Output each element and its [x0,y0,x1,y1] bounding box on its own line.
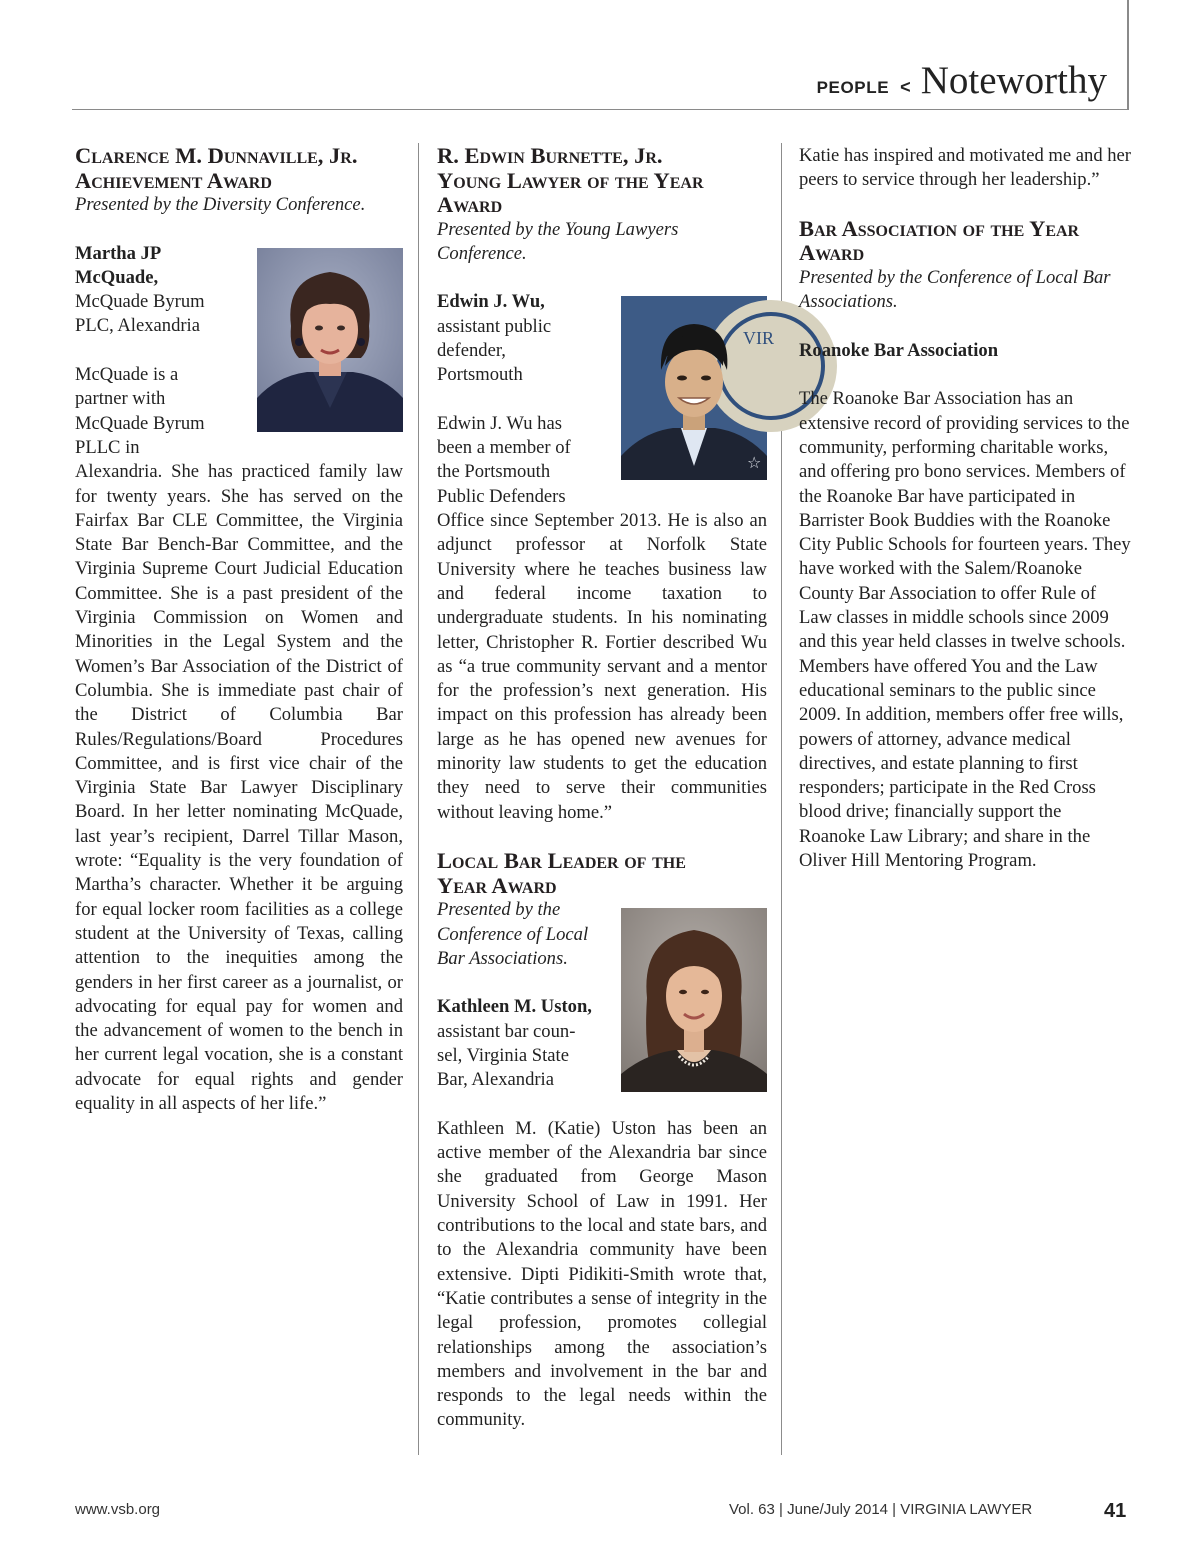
award-title: Clarence M. Dunnaville, Jr. Achievement Award [75,143,358,193]
svg-text:VIR: VIR [743,328,774,349]
recipient-photo [621,908,767,1092]
footer-issue: Vol. 63 | June/July 2014 | VIRGINIA LAWYER [729,1501,1033,1518]
column-1 [75,144,403,1116]
continued-text: Katie has inspired and motivated me and her peers to service through her leadership.” [799,145,1132,191]
award-presenter: Presented by the Conference of Local Bar Associations. [799,266,1111,313]
svg-text:☆: ☆ [747,453,762,473]
footer-url: www.vsb.org [75,1501,161,1518]
header-title-line [817,58,1107,103]
recipient-name: Kathleen M. Uston, [437,996,592,1018]
body-wrap-lines: Edwin J. Wu has been a member of the Portsmouth Public Defenders [437,412,571,507]
body-text: Office since September 2013. He is also an adjunct professor at Norfolk State University where he teaches business law and federal income taxation to undergraduate students. In his nominating letter, Christopher R. Fortier described Wu as “a true community servant and a mentor for the profession’s next generation. His impact on this profession has already been large as he has opened new avenues for minority law students to get the education they need to serve their communities without leaving home.” [437,510,767,823]
recipient-affiliation: assistant public defender, Portsmouth [437,315,552,386]
award-title: Bar Association of the Year Award [799,215,1080,266]
recipient-name: Martha JP McQuade, [75,242,162,288]
page-header [72,0,1129,110]
header-divider [1127,0,1129,110]
chevron-left-icon: < [900,77,911,97]
award-presenter: Presented by the Diversity Conference. [75,194,366,215]
recipient-photo [621,296,774,480]
recipient-affiliation: assistant bar coun- sel, Virginia State Bar, Alexandria [437,1020,576,1091]
award-title: R. Edwin Burnette, Jr. Young Lawyer of the Year Award [437,143,704,217]
column-3 [799,144,1131,873]
recipient-name: Roanoke Bar Association [799,339,999,361]
recipient-photo [257,248,403,432]
body-wrap-lines: McQuade is a partner with McQuade Byrum PLLC in [75,364,205,458]
column-rule [418,143,419,1455]
body-text: Kathleen M. (Katie) Uston has been an active member of the Alexandria bar since she graduated from George Mason University School of Law in 1991. Her contributions to the local and state bars, and to the Alexandria community have been extensive. Dipti Pidikiti-Smith wrote that, “Katie contributes a sense of integrity in the legal profession, promotes collegial relationships among the association’s members and involvement in the bar and responds to the legal needs within the community. [437,1117,767,1431]
award-presenter: Presented by the Conference of Local Bar Associations. [437,899,589,969]
page-number: 41 [1104,1500,1127,1522]
recipient-name: Edwin J. Wu, [437,291,545,313]
department-title: Noteworthy [920,59,1107,102]
body-text: The Roanoke Bar Association has an extensive record of providing services to the community, performing charitable works, and offering pro bono services. Members of the Roanoke Bar have participated in Barrister Book Buddies with the Roanoke City Public Schools for fourteen years. They have worked with the Salem/Roanoke County Bar Association to offer Rule of Law classes in middle schools since 2009 and this year held classes in twelve schools. Members have offered You and the Law educational seminars to the public since 2009. In addition, members offer free wills, powers of attorney, advance medical directives, and estate planning to first responders; participate in the Red Cross blood drive; financially support the Roanoke Law Library; and share in the Oliver Hill Mentoring Program. [799,388,1131,872]
award-presenter: Presented by the Young Lawyers Conference. [437,218,679,264]
recipient-affiliation: McQuade Byrum PLC, Alexandria [75,291,205,337]
column-2 [437,143,774,1433]
section-label: PEOPLE [816,78,890,97]
body-text: Alexandria. She has practiced family law for twenty years. She has served on the Fairfax Bar CLE Committee, the Virginia State Bar Bench-Bar Committee, and the Virginia Supreme Court Judicial Education Committee. She is a past president of the Virginia Commission on Women and Minorities in the Legal System and the Women’s Bar Association of the District of Columbia. She is immediate past chair of the District of Columbia Bar Rules/Regulations/Board Procedures Committee, and is first vice chair of the Virginia State Bar Lawyer Disciplinary Board. In her letter nominating McQuade, last year’s recipient, Darrel Tillar Mason, wrote: “Equality is the very foundation of Martha’s character. Whether it be arguing for equal locker room facilities as a college student at the University of Texas, calling attention to the inequities among the genders in her first career as a journalist, or advocating for equal pay for women and the advancement of women to the bench in her current legal vocation, she is a constant advocate for equal rights and gender equality in all aspects of her life.” [75,461,403,1114]
award-title: Local Bar Leader of the Year Award [437,848,686,898]
